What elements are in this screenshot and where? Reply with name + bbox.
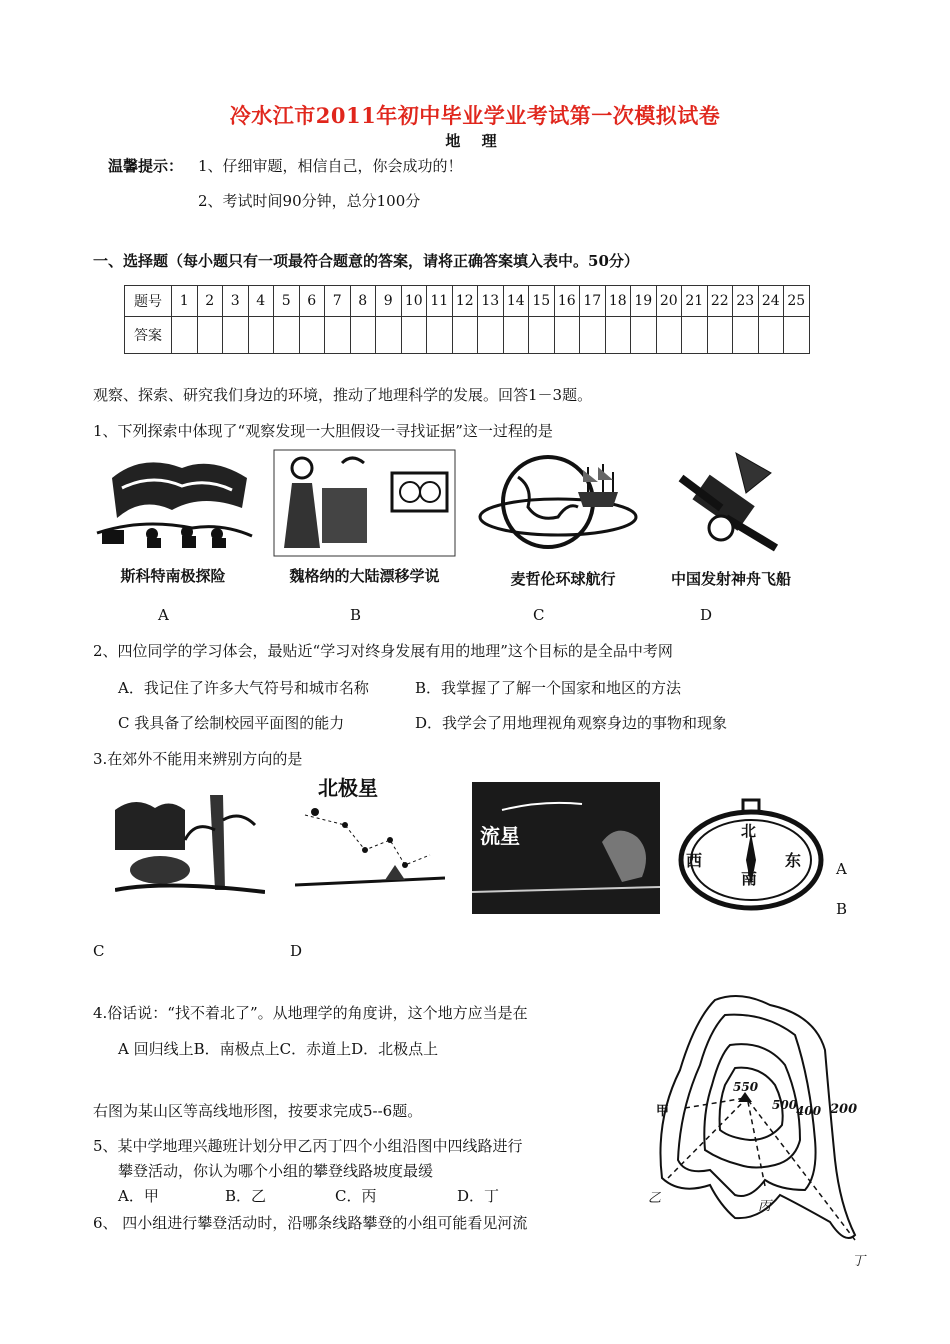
answer-cell[interactable] [172, 317, 198, 354]
answer-cell[interactable] [478, 317, 504, 354]
intro-1-3: 观察、探索、研究我们身边的环境，推动了地理科学的发展。回答1－3题。 [93, 386, 593, 404]
question-number: 25 [784, 286, 810, 317]
question-number: 9 [376, 286, 402, 317]
answer-cell[interactable] [427, 317, 453, 354]
north-star-label: 北极星 [318, 776, 378, 800]
answer-cell[interactable] [274, 317, 300, 354]
question-2-text: 2、四位同学的学习体会，最贴近“学习对终身发展有用的地理”这个目标的是全品中考网 [93, 642, 673, 660]
question-4-text: 4.俗话说：“找不着北了”。从地理学的角度讲，这个地方应当是在 [93, 1004, 528, 1022]
compass-north-label: 北 [741, 822, 757, 840]
answer-cell[interactable] [682, 317, 708, 354]
answer-cell[interactable] [656, 317, 682, 354]
question-number: 22 [707, 286, 733, 317]
question-number: 12 [452, 286, 478, 317]
q1-option-d: D [700, 606, 713, 624]
question-number: 16 [554, 286, 580, 317]
contour-peak-label: 550 [733, 1080, 759, 1094]
tips-label: 温馨提示： [108, 157, 184, 175]
compass-east-label: 东 [785, 851, 802, 870]
contour-400-label: 400 [796, 1104, 822, 1118]
answer-cell[interactable] [325, 317, 351, 354]
page-title: 冷水江市2011年初中毕业学业考试第一次模拟试卷 [229, 103, 721, 128]
answer-cell[interactable] [248, 317, 274, 354]
q4-options: A 回归线上B．南极点上C．赤道上D．北极点上 [118, 1040, 439, 1058]
contour-200-label: 200 [830, 1102, 858, 1117]
question-number: 19 [631, 286, 657, 317]
tips-line-1: 1、仔细审题，相信自己，你会成功的！ [198, 157, 463, 175]
tips-line-2: 2、考试时间90分钟，总分100分 [198, 192, 421, 210]
question-6-text: 6、 四小组进行攀登活动时，沿哪条线路攀登的小组可能看见河流 [93, 1214, 528, 1232]
answer-cell[interactable] [784, 317, 810, 354]
q2-option-a: A．我记住了许多大气符号和城市名称 [118, 679, 369, 697]
subject-title: 地 理 [445, 132, 505, 150]
answer-cell[interactable] [376, 317, 402, 354]
question-number: 24 [758, 286, 784, 317]
q2-option-d: D．我学会了用地理视角观察身边的事物和现象 [415, 714, 728, 732]
question-number: 5 [274, 286, 300, 317]
question-number: 4 [248, 286, 274, 317]
answer-cell[interactable] [197, 317, 223, 354]
question-number: 10 [401, 286, 427, 317]
question-number: 20 [656, 286, 682, 317]
question-number: 13 [478, 286, 504, 317]
intro-5-6: 右图为某山区等高线地形图，按要求完成5--6题。 [93, 1102, 423, 1120]
q1-option-b: B [350, 606, 362, 624]
scott-expedition-image [92, 448, 254, 558]
question-1-text: 1、下列探索中体现了“观察发现一大胆假设一寻找证据”这一过程的是 [93, 422, 553, 440]
q2-option-c: C 我具备了绘制校园平面图的能力 [118, 714, 345, 732]
shenzhou-image [676, 448, 786, 558]
q3-option-c: C [93, 942, 105, 960]
section-heading: 一、选择题（每小题只有一项最符合题意的答案，请将正确答案填入表中。50分） [93, 252, 639, 270]
q5-option-d: D．丁 [457, 1187, 500, 1205]
q3-option-d: D [290, 942, 303, 960]
answer-cell[interactable] [299, 317, 325, 354]
question-number: 11 [427, 286, 453, 317]
magellan-image [478, 452, 648, 562]
number-row [125, 286, 810, 317]
contour-500-label: 500 [772, 1098, 798, 1112]
row-label-answer: 答案 [125, 317, 172, 354]
answer-cell[interactable] [350, 317, 376, 354]
question-number: 2 [197, 286, 223, 317]
answer-cell[interactable] [503, 317, 529, 354]
question-number: 15 [529, 286, 555, 317]
q3-option-b: B [836, 900, 848, 918]
answer-cell[interactable] [758, 317, 784, 354]
q1-option-a: A [158, 606, 169, 624]
question-number: 1 [172, 286, 198, 317]
caption-d: 中国发射神舟飞船 [670, 570, 791, 588]
question-5-line-1: 5、某中学地理兴趣班计划分甲乙丙丁四个小组沿图中四线路进行 [93, 1137, 523, 1155]
q5-option-c: C．丙 [335, 1187, 377, 1205]
route-ding-label: 丁 [852, 1254, 866, 1269]
q3-option-a: A [836, 860, 847, 878]
answer-cell[interactable] [529, 317, 555, 354]
answer-cell[interactable] [554, 317, 580, 354]
question-number: 7 [325, 286, 351, 317]
wegener-image [272, 448, 457, 558]
q2-option-b: B．我掌握了了解一个国家和地区的方法 [415, 679, 682, 697]
route-jia-label: 甲 [656, 1104, 670, 1119]
q1-option-c: C [533, 606, 545, 624]
question-number: 18 [605, 286, 631, 317]
question-number: 6 [299, 286, 325, 317]
contour-map [640, 990, 865, 1275]
answer-cell[interactable] [605, 317, 631, 354]
question-number: 23 [733, 286, 759, 317]
answer-cell[interactable] [452, 317, 478, 354]
question-number: 17 [580, 286, 606, 317]
tree-landscape-image [115, 790, 265, 900]
compass-west-label: 西 [686, 851, 703, 870]
question-number: 3 [223, 286, 249, 317]
route-yi-label: 乙 [648, 1191, 662, 1206]
answer-row [125, 317, 810, 354]
question-number: 14 [503, 286, 529, 317]
question-5-line-2: 攀登活动，你认为哪个小组的攀登线路坡度最缓 [118, 1162, 434, 1180]
row-label-number: 题号 [125, 286, 172, 317]
caption-c: 麦哲伦环球航行 [510, 570, 616, 588]
answer-cell[interactable] [223, 317, 249, 354]
question-3-text: 3.在郊外不能用来辨别方向的是 [93, 750, 303, 768]
q5-option-a: A．甲 [118, 1187, 159, 1205]
meteor-label: 流星 [480, 824, 520, 848]
answer-cell[interactable] [631, 317, 657, 354]
q5-option-b: B．乙 [225, 1187, 267, 1205]
route-bing-label: 丙 [758, 1199, 772, 1214]
answer-cell[interactable] [401, 317, 427, 354]
caption-b: 魏格纳的大陆漂移学说 [289, 567, 440, 585]
question-number: 8 [350, 286, 376, 317]
answer-table [124, 285, 810, 354]
caption-a: 斯科特南极探险 [120, 567, 226, 585]
compass-south-label: 南 [741, 869, 758, 888]
answer-cell[interactable] [580, 317, 606, 354]
answer-cell[interactable] [707, 317, 733, 354]
question-number: 21 [682, 286, 708, 317]
answer-cell[interactable] [733, 317, 759, 354]
